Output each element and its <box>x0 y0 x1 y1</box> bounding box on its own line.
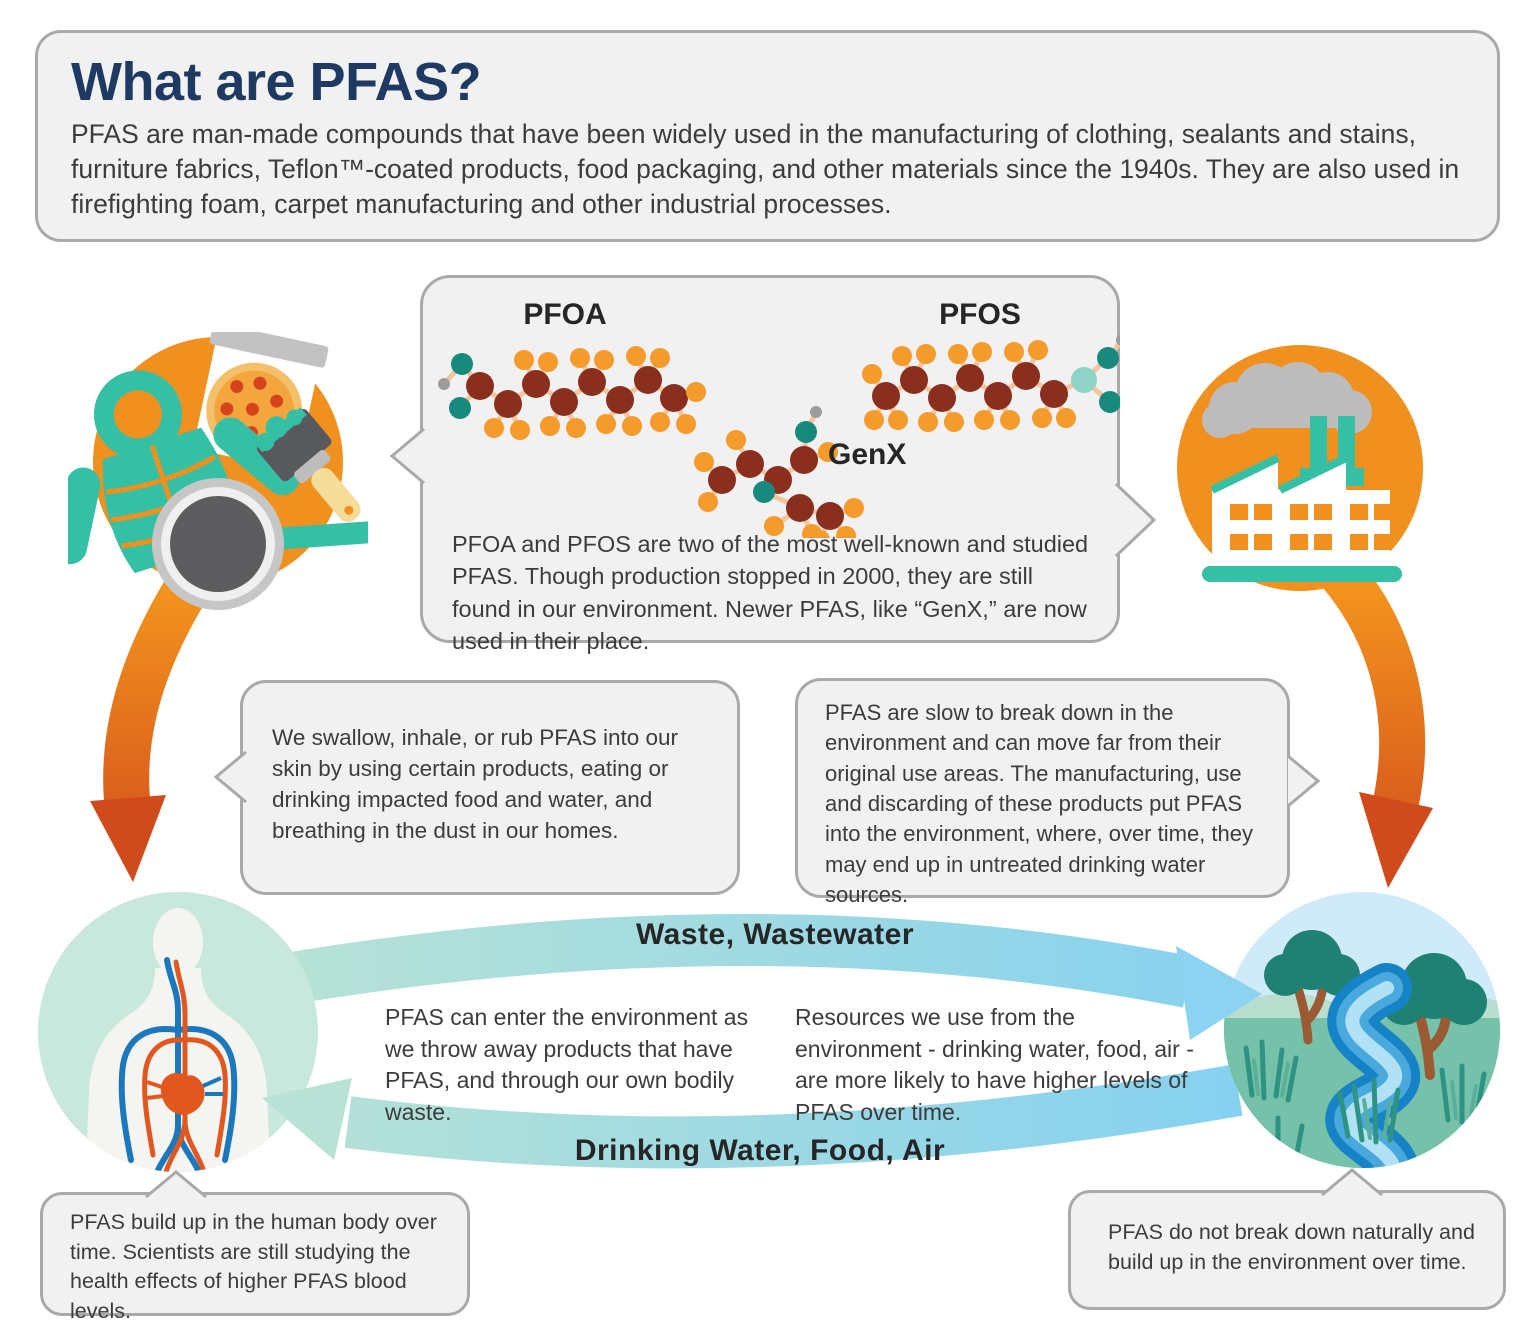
environment-callout-tail <box>1318 1165 1386 1197</box>
resources-text: Resources we use from the environment - drinking water, food, air - are more likely to have higher levels of PFAS over time. <box>795 1004 1194 1126</box>
drinking-arrowhead <box>262 1078 352 1160</box>
molecule-bubble-text: PFOA and PFOS are two of the most well-known and studied PFAS. Though production stopped in 2000, they are still found in our environment. Newer PFAS, like “GenX,” are now used in their place. <box>452 531 1089 655</box>
environment-buildup-text: PFAS do not break down naturally and build up in the environment over time. <box>1108 1220 1475 1274</box>
exposure-text: We swallow, inhale, or rub PFAS into our skin by using certain products, eating or drinking impacted food and water, and breathing in the dust in our homes. <box>272 725 679 844</box>
genx-molecule-icon <box>694 406 864 538</box>
pfos-label: PFOS <box>939 298 1021 331</box>
human-callout-tail <box>142 1167 210 1199</box>
persistence-text: PFAS are slow to break down in the environment and can move far from their original use areas. The manufacturing, use and discarding of these products put PFAS into the environment, where, over time, they may end up in untreated drinking water sources. <box>825 700 1253 908</box>
enter-environment-text: PFAS can enter the environment as we throw away products that have PFAS, and through our own bodily waste. <box>385 1004 749 1126</box>
waste-arrow-label: Waste, Wastewater <box>635 918 915 951</box>
drinking-arrow-label: Drinking Water, Food, Air <box>574 1134 946 1167</box>
pfoa-label: PFOA <box>523 298 607 331</box>
genx-label: GenX <box>828 438 907 471</box>
header-box <box>35 30 1500 242</box>
exposure-bubble-tail <box>208 748 248 806</box>
pfos-molecule-icon <box>862 334 1120 432</box>
header-description: PFAS are man-made compounds that have been widely used in the manufacturing of clothing, sealants and stains, furniture fabrics, Teflon™-coated products, food packaging, and other materials since the 1940s. They are also used in firefighting foam, carpet manufacturing and other industrial processes. <box>71 119 1460 219</box>
human-buildup-text: PFAS build up in the human body over time. Scientists are still studying the health effects of higher PFAS blood levels. <box>70 1210 437 1323</box>
page-title: What are PFAS? <box>71 52 482 112</box>
molecule-bubble-tail-left <box>384 425 426 487</box>
persistence-bubble-tail <box>1284 752 1324 810</box>
pfoa-molecule-icon <box>438 346 706 440</box>
